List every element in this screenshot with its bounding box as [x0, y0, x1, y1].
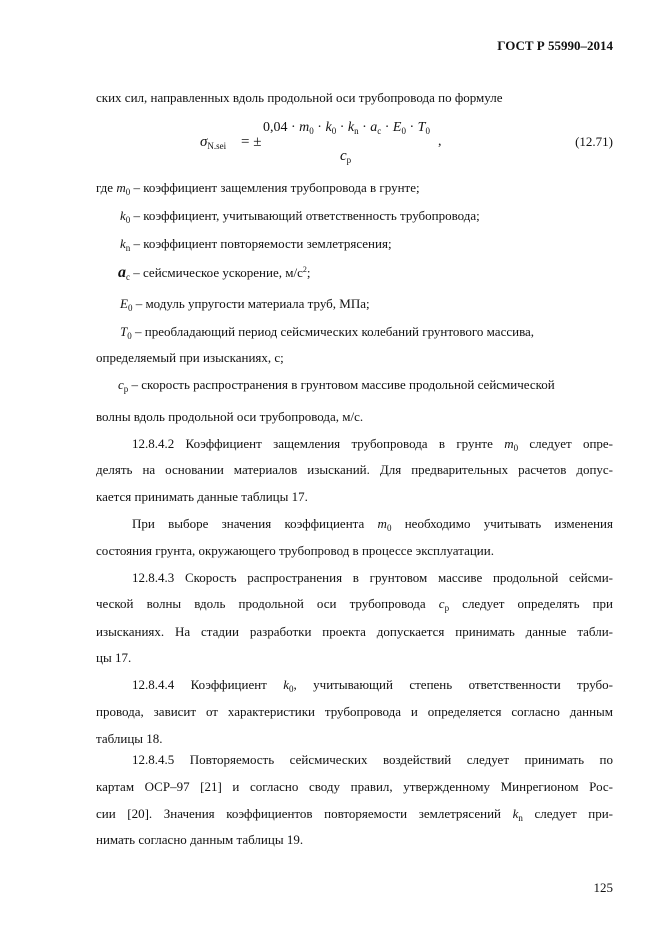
def-m0-text: – коэффициент защемления трубопровода в грунте;	[133, 180, 420, 195]
def-k0	[120, 208, 480, 225]
p2-line2: состояния грунта, окружающего трубопровод в процессе эксплуатации.	[96, 543, 494, 558]
p2-line1	[132, 516, 613, 533]
formula-m-sub: 0	[309, 126, 314, 136]
formula-T: T	[417, 120, 426, 135]
def-m0-sub: 0	[125, 187, 131, 197]
p5-kn-sub: n	[518, 813, 523, 823]
def-where: где	[96, 180, 114, 195]
p3-line3: изысканиях. На стадии разработки проекта допускается принимать данные табли-	[96, 624, 613, 639]
p1-line1	[132, 436, 613, 453]
def-kn-symbol: k	[120, 236, 126, 251]
p3-cp-symbol: c	[438, 596, 445, 611]
formula-sigma-sub: N.sei	[207, 141, 227, 151]
formula-kn: k	[347, 120, 355, 135]
p3-line1: 12.8.4.3 Скорость распространения в грунтовом массиве продольной сейсми-	[132, 570, 613, 585]
formula-m: m	[299, 120, 310, 135]
formula-comma: ,	[438, 134, 442, 149]
p4-line1	[132, 677, 613, 694]
p5-line3	[96, 806, 613, 823]
p4-k0-symbol: k	[283, 677, 290, 692]
p2-l1b: необходимо учитывать изменения	[404, 516, 613, 531]
p2-l1a: При выборе значения коэффициента	[132, 516, 365, 531]
p1-line2: делять на основании материалов изысканий. Для предварительных расчетов допус-	[96, 462, 613, 477]
def-E0	[120, 296, 370, 313]
def-m0-symbol: m	[116, 180, 126, 195]
def-cp-text: – скорость распространения в грунтовом массиве продольной сейсмической	[131, 377, 555, 392]
def-T0-text: – преобладающий период сейсмических колебаний грунтового массива,	[134, 324, 535, 339]
def-k0-sub: 0	[125, 215, 131, 225]
p4-line3: таблицы 18.	[96, 731, 163, 746]
def-k0-symbol: k	[120, 208, 126, 223]
def-cp-sub: p	[123, 384, 129, 394]
def-k0-text: – коэффициент, учитывающий ответственность трубопровода;	[133, 208, 480, 223]
p5-l3a: сии [20]. Значения коэффициентов повторяемости землетрясений	[96, 806, 501, 821]
def-ac	[118, 264, 310, 282]
page-number: 125	[593, 880, 613, 895]
p4-line2: провода, зависит от характеристики трубопровода и определяется согласно данным	[96, 704, 613, 719]
def-kn-sub: n	[125, 243, 131, 253]
formula-denominator	[340, 148, 351, 165]
def-kn-text: – коэффициент повторяемости землетрясения;	[133, 236, 392, 251]
p1-m0-sub: 0	[513, 443, 519, 453]
p5-line1: 12.8.4.5 Повторяемость сейсмических воздействий следует принимать по	[132, 752, 613, 767]
formula-sigma: σ	[200, 134, 208, 150]
formula-coef: 0,04	[263, 120, 288, 135]
def-T0-cont: определяемый при изысканиях, с;	[96, 350, 284, 365]
p4-k0-sub: 0	[289, 684, 294, 694]
formula-a-sub: c	[377, 126, 382, 136]
formula-k-sub: 0	[331, 126, 337, 136]
def-ac-end: ;	[306, 265, 311, 280]
p5-kn-symbol: k	[512, 806, 519, 821]
p5-line4: нимать согласно данным таблицы 19.	[96, 832, 304, 847]
def-ac-sup: 2	[302, 265, 307, 274]
formula-den-c: c	[340, 148, 347, 164]
def-ac-symbol: a	[118, 264, 126, 281]
intro-line: ских сил, направленных вдоль продольной оси трубопровода по формуле	[96, 90, 503, 105]
formula-lhs	[200, 134, 226, 151]
formula-kn-sub: n	[354, 126, 359, 136]
def-T0	[120, 324, 534, 341]
def-kn	[120, 236, 392, 253]
def-E0-text: – модуль упругости материала труб, МПа;	[135, 296, 370, 311]
def-cp	[118, 377, 555, 394]
formula-den-sub: p	[346, 155, 352, 165]
p1-l1b: следует опре-	[529, 436, 614, 451]
p4-l1b: , учитывающий степень ответственности трубо-	[293, 677, 613, 692]
formula-E-sub: 0	[401, 126, 406, 136]
def-E0-symbol: E	[120, 296, 128, 311]
p2-m0-symbol: m	[377, 516, 387, 531]
formula-E: E	[392, 120, 402, 135]
def-E0-sub: 0	[127, 303, 133, 313]
def-cp-symbol: c	[118, 377, 124, 392]
p3-line2	[96, 596, 613, 613]
p5-l3b: следует при-	[534, 806, 614, 821]
def-T0-sub: 0	[127, 331, 132, 341]
p1-line3: кается принимать данные таблицы 17.	[96, 489, 308, 504]
formula-a: a	[370, 120, 378, 135]
p4-l1a: 12.8.4.4 Коэффициент	[132, 677, 267, 692]
def-m0	[96, 180, 420, 197]
p3-cp-sub: p	[444, 603, 450, 613]
p1-m0-symbol: m	[504, 436, 514, 451]
def-T0-symbol: T	[120, 324, 128, 339]
def-cp-cont: волны вдоль продольной оси трубопровода, м/с.	[96, 409, 364, 424]
def-ac-sub: c	[126, 272, 130, 282]
document-header: ГОСТ Р 55990–2014	[497, 38, 613, 53]
p3-line4: цы 17.	[96, 650, 132, 665]
formula-numerator: $0,04 \cdot m_0 \cdot k_0 \cdot k_n \cdot a_c \cdot E_0 \cdot T_0$	[263, 120, 430, 136]
p3-l2a: ческой волны вдоль продольной оси трубопровода	[96, 596, 426, 611]
formula-k: k	[325, 120, 332, 135]
p5-line2: картам ОСР–97 [21] и согласно своду правил, утвержденному Минрегионом Рос-	[96, 779, 613, 794]
p1-l1a: 12.8.4.2 Коэффициент защемления трубопровода в грунте	[132, 436, 493, 451]
formula-T-sub: 0	[425, 126, 430, 136]
p2-m0-sub: 0	[386, 523, 392, 533]
equation-number: (12.71)	[575, 134, 613, 149]
def-ac-text: – сейсмическое ускорение, м/с	[133, 265, 303, 280]
p3-l2b: следует определять при	[462, 596, 614, 611]
formula-eq: = ±	[241, 134, 262, 150]
